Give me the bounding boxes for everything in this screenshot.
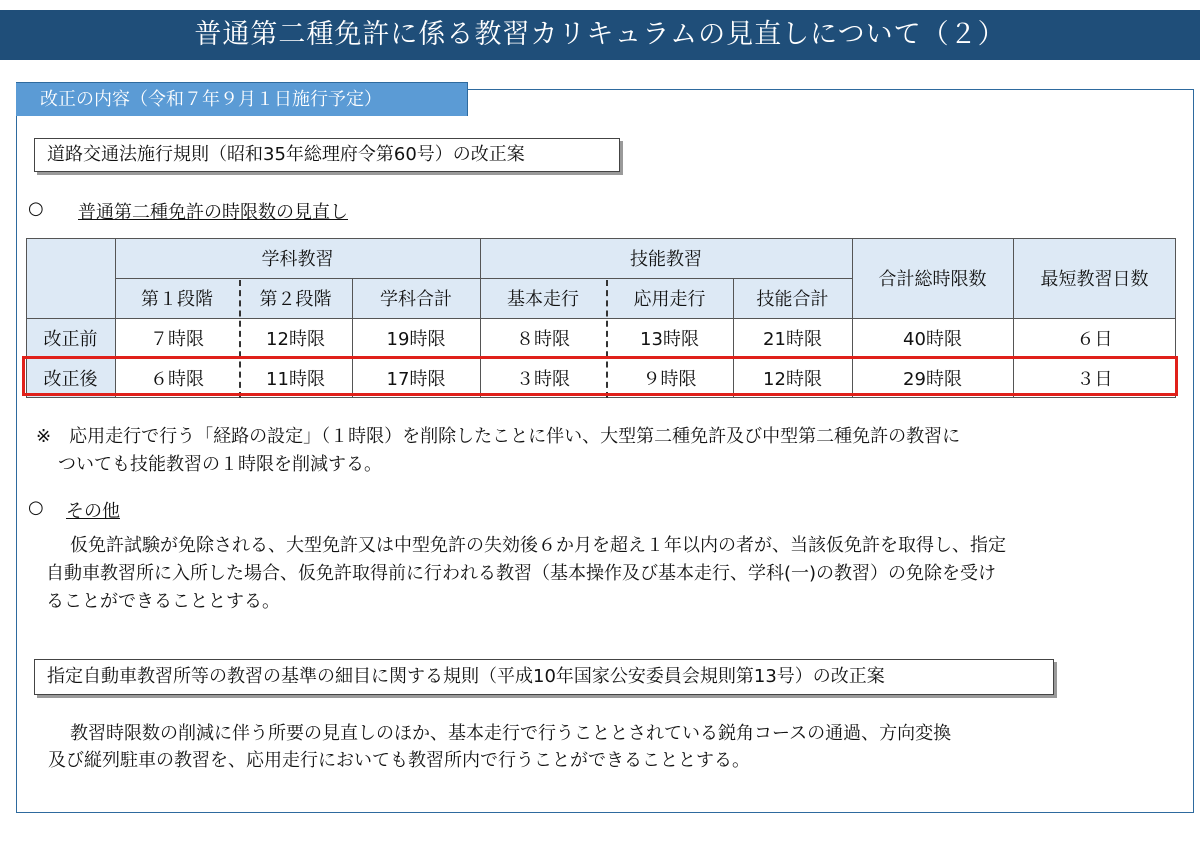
table-cell: 21時限 xyxy=(763,329,822,350)
header-stage1: 第１段階 xyxy=(141,289,213,310)
note-line-1: ※ 応用走行で行う「経路の設定」（１時限）を削除したことに伴い、大型第二種免許及び中型第二種免許の教習に xyxy=(36,426,961,447)
table-cell: ６時限 xyxy=(150,369,204,390)
header-applied: 応用走行 xyxy=(633,289,706,310)
other-line-3: ることができることとする。 xyxy=(46,591,280,612)
row-after-label: 改正後 xyxy=(43,369,98,390)
table-cell: 12時限 xyxy=(763,369,822,390)
regulation1-heading: 道路交通法施行規則（昭和35年総理府令第60号）の改正案 xyxy=(34,138,620,172)
header-gino-total: 技能合計 xyxy=(756,289,829,310)
table-cell: ６日 xyxy=(1076,329,1113,350)
other-line-2: 自動車教習所に入所した場合、仮免許取得前に行われる教習（基本操作及び基本走行、学科(一)の教習）の免除を受け xyxy=(46,563,997,584)
reg2-body-line-2: 及び縦列駐車の教習を、応用走行においても教習所内で行うことができることとする。 xyxy=(48,750,750,771)
item2-title: その他 xyxy=(66,501,120,522)
table-cell: 13時限 xyxy=(640,329,699,350)
circle-bullet-icon: ○ xyxy=(28,497,44,518)
table-cell: ９時限 xyxy=(642,369,697,390)
other-line-1: 仮免許試験が免除される、大型免許又は中型免許の失効後６か月を超え１年以内の者が、当該仮免許を取得し、指定 xyxy=(70,535,1006,556)
header-basic: 基本走行 xyxy=(507,289,579,310)
table-cell: 12時限 xyxy=(266,329,325,350)
table-cell: 17時限 xyxy=(386,369,446,390)
table-cell: ３時限 xyxy=(516,369,570,390)
header-gino: 技能教習 xyxy=(630,249,702,270)
regulation2-heading: 指定自動車教習所等の教習の基準の細目に関する規則（平成10年国家公安委員会規則第13号）の改正案 xyxy=(34,659,1054,695)
table-cell: 19時限 xyxy=(386,329,446,350)
item1-title: 普通第二種免許の時限数の見直し xyxy=(78,202,348,223)
header-grand-total: 合計総時限数 xyxy=(878,269,987,290)
note-line-2: ついても技能教習の１時限を削減する。 xyxy=(58,454,382,475)
section-tab: 改正の内容（令和７年９月１日施行予定） xyxy=(16,82,468,116)
header-stage2: 第２段階 xyxy=(259,289,332,310)
reg2-body-line-1: 教習時限数の削減に伴う所要の見直しのほか、基本走行で行うこととされている鋭角コースの通過、方向変換 xyxy=(70,723,952,744)
table-cell: ３日 xyxy=(1076,369,1113,390)
table-cell: ７時限 xyxy=(150,329,204,350)
table-cell: 11時限 xyxy=(266,369,325,390)
table-cell: 29時限 xyxy=(903,369,962,390)
header-gakka: 学科教習 xyxy=(261,249,334,270)
table-cell: ８時限 xyxy=(516,329,570,350)
page-title: 普通第二種免許に係る教習カリキュラムの見直しについて（２） xyxy=(0,10,1200,60)
header-gakka-total: 学科合計 xyxy=(380,289,452,310)
row-before-label: 改正前 xyxy=(43,329,98,350)
after-row-highlight xyxy=(22,356,1178,396)
table-cell: 40時限 xyxy=(903,329,962,350)
header-min-days: 最短教習日数 xyxy=(1040,269,1149,290)
circle-bullet-icon: ○ xyxy=(28,198,44,219)
